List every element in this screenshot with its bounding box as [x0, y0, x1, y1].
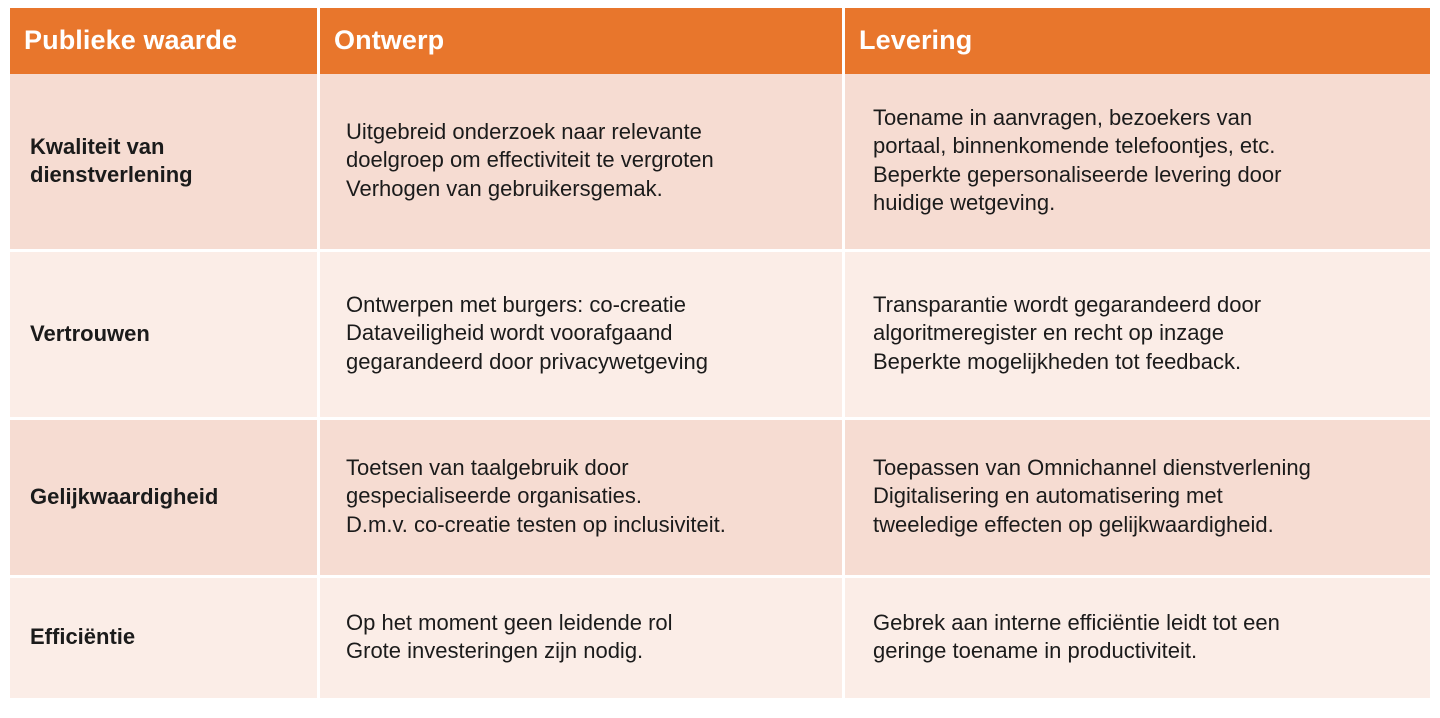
- cell-line: tweeledige effecten op gelijkwaardigheid.: [873, 511, 1274, 537]
- cell-levering-vertrouwen: [845, 252, 1430, 420]
- cell-line: huidige wetgeving.: [873, 189, 1056, 215]
- column-header-ontwerp: Ontwerp: [320, 8, 845, 74]
- cell-line: algoritmeregister en recht op inzage: [873, 320, 1224, 346]
- cell-line: geringe toename in productiviteit.: [873, 638, 1198, 663]
- row-label-line: Kwaliteit van: [30, 134, 165, 159]
- row-label-vertrouwen: [10, 252, 320, 420]
- row-label-line: Gelijkwaardigheid: [30, 483, 219, 509]
- cell-line: Beperkte mogelijkheden tot feedback.: [873, 348, 1242, 374]
- cell-line: gegarandeerd door privacywetgeving: [346, 348, 709, 374]
- cell-line: Transparantie wordt gegarandeerd door: [873, 292, 1262, 318]
- cell-line: Dataveiligheid wordt voorafgaand: [346, 320, 673, 346]
- row-label-efficientie: [10, 578, 320, 698]
- row-label-line: Vertrouwen: [30, 320, 150, 346]
- table-row: [10, 252, 1430, 420]
- cell-ontwerp-vertrouwen: [320, 252, 845, 420]
- column-header-levering: Levering: [845, 8, 1430, 74]
- table-row: [10, 74, 1430, 252]
- cell-levering-kwaliteit: [845, 74, 1430, 252]
- cell-line: Gebrek aan interne efficiëntie leidt tot een: [873, 609, 1280, 635]
- cell-ontwerp-efficientie: [320, 578, 845, 698]
- matrix-table: [10, 8, 1430, 698]
- table-row: [10, 578, 1430, 698]
- cell-line: Toename in aanvragen, bezoekers van: [873, 105, 1253, 131]
- cell-line: portaal, binnenkomende telefoontjes, etc.: [873, 133, 1276, 159]
- cell-levering-gelijkwaardigheid: [845, 420, 1430, 578]
- cell-line: Op het moment geen leidende rol: [346, 609, 673, 635]
- table-row: [10, 420, 1430, 578]
- table-header: [10, 8, 1430, 74]
- row-label-kwaliteit-van-dienstverlening: [10, 74, 320, 252]
- row-label-gelijkwaardigheid: [10, 420, 320, 578]
- cell-line: Uitgebreid onderzoek naar relevante: [346, 119, 702, 145]
- cell-line: Toepassen van Omnichannel dienstverlening: [873, 455, 1311, 481]
- column-header-publieke-waarde: Publieke waarde: [10, 8, 320, 74]
- header-row: [10, 8, 1430, 74]
- cell-line: Digitalisering en automatisering met: [873, 483, 1223, 509]
- cell-ontwerp-kwaliteit: [320, 74, 845, 252]
- table-body: [10, 74, 1430, 698]
- cell-line: gespecialiseerde organisaties.: [346, 483, 642, 509]
- cell-line: Ontwerpen met burgers: co-creatie: [346, 292, 686, 318]
- cell-line: Beperkte gepersonaliseerde levering door: [873, 161, 1282, 187]
- cell-line: doelgroep om effectiviteit te vergroten: [346, 147, 714, 173]
- cell-ontwerp-gelijkwaardigheid: [320, 420, 845, 578]
- cell-levering-efficientie: [845, 578, 1430, 698]
- row-label-line: dienstverlening: [30, 161, 193, 187]
- cell-line: D.m.v. co-creatie testen op inclusiviteit.: [346, 511, 726, 537]
- cell-line: Grote investeringen zijn nodig.: [346, 638, 644, 663]
- cell-line: Toetsen van taalgebruik door: [346, 455, 629, 481]
- cell-line: Verhogen van gebruikersgemak.: [346, 175, 663, 201]
- row-label-line: Efficiëntie: [30, 624, 136, 650]
